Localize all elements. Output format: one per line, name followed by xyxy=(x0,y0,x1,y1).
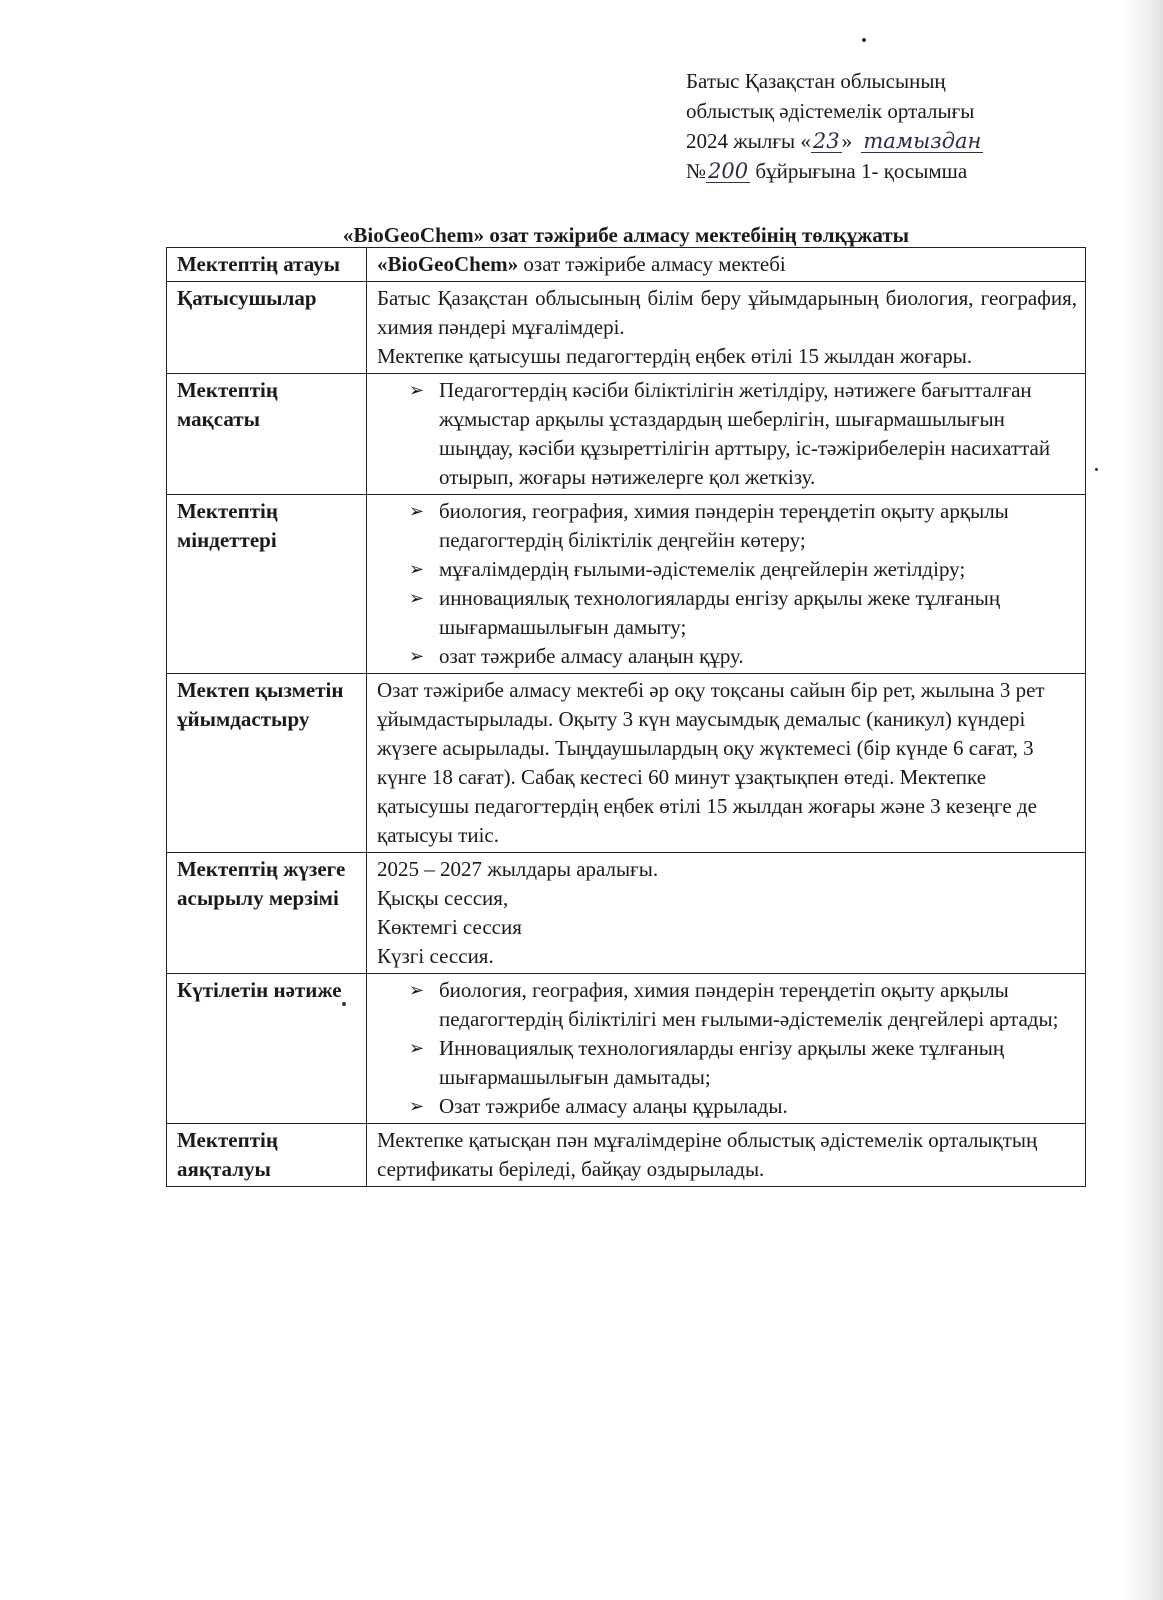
row-content xyxy=(367,495,1086,674)
list-item: ➢ инновациялық технологияларды енгізу арқылы жеке тұлғаның шығармашылығын дамыту; xyxy=(409,584,1077,642)
list-item: ➢ озат тәжрибе алмасу алаңын құру. xyxy=(409,642,1077,671)
document-title: «BioGeoChem» озат тәжірибе алмасу мектебінің төлқұжаты xyxy=(342,223,910,247)
participants-text: Батыс Қазақстан облысының білім беру ұйымдарының биология, география, химия пәндері мұғалімдері. xyxy=(377,286,1077,339)
school-name-bold: «BioGeoChem» xyxy=(377,252,519,276)
header-line-4 xyxy=(686,156,1086,186)
handwritten-order-number: 200 xyxy=(708,159,749,183)
tasks-list xyxy=(377,497,1077,671)
row-label: Қатысушылар xyxy=(167,282,367,374)
date-year-text: 2024 жылғы « xyxy=(686,129,811,153)
results-list xyxy=(377,976,1077,1121)
scan-speck xyxy=(862,38,866,42)
table-row-goal xyxy=(167,374,1086,495)
row-label: Мектептің аяқталуы xyxy=(167,1124,367,1187)
list-item: ➢ мұғалімдердің ғылыми-әдістемелік деңгейлерін жетілдіру; xyxy=(409,555,1077,584)
handwritten-month: тамыздан xyxy=(863,129,982,153)
row-content xyxy=(367,853,1086,974)
table-row-period xyxy=(167,853,1086,974)
row-content: Озат тәжірибе алмасу мектебі әр оқу тоқсаны сайын бір рет, жылына 3 рет ұйымдастырылады. Оқыту 3 күн маусымдық демалыс (каникул) күндері жүзеге асырылады. Тыңдаушылардың оқу жүктемесі (бір күнде 6 сағат, 3 күнге 18 сағат). Сабақ кестесі 60 минут ұзақтықпен өтеді. Мектепке қатысушы педагогтердің еңбек өтілі 15 жылдан жоғары және 3 кезеңге де қатысуы тиіс. xyxy=(367,674,1086,853)
header-line-3 xyxy=(686,126,1086,156)
period-line: Күзгі сессия. xyxy=(377,944,494,968)
table-row-participants xyxy=(167,282,1086,374)
scan-speck xyxy=(1095,468,1098,471)
row-content xyxy=(367,282,1086,374)
table-row-tasks xyxy=(167,495,1086,674)
handwritten-day: 23 xyxy=(812,129,840,153)
header-line-2: облыстық әдістемелік орталығы xyxy=(686,99,975,123)
row-label: Мектептің жүзеге асырылу мерзімі xyxy=(167,853,367,974)
row-label: Күтілетін нәтиже xyxy=(167,974,367,1124)
order-reference-block xyxy=(686,66,1086,186)
school-passport-table xyxy=(166,247,1086,1187)
list-item: ➢ Инновациялық технологияларды енгізу арқылы жеке тұлғаның шығармашылығын дамытады; xyxy=(409,1034,1077,1092)
list-item: ➢ биология, география, химия пәндерін тереңдетіп оқыту арқылы педагогтердің біліктілік деңгейін көтеру; xyxy=(409,497,1077,555)
list-item: ➢ биология, география, химия пәндерін тереңдетіп оқыту арқылы педагогтердің біліктілігі мен ғылыми-әдістемелік деңгейлері артады; xyxy=(409,976,1077,1034)
school-name-rest: озат тәжірибе алмасу мектебі xyxy=(518,252,786,276)
period-line: 2025 – 2027 жылдары аралығы. xyxy=(377,857,659,881)
row-label: Мектеп қызметін ұйымдастыру xyxy=(167,674,367,853)
number-sign: № xyxy=(686,159,707,183)
table-row-organization xyxy=(167,674,1086,853)
period-line: Қысқы сессия, xyxy=(377,886,509,910)
date-quote-close: » xyxy=(841,129,853,153)
row-label: Мектептің мақсаты xyxy=(167,374,367,495)
period-line: Көктемгі сессия xyxy=(377,915,522,939)
row-content xyxy=(367,248,1086,282)
row-label: Мектептің міндеттері xyxy=(167,495,367,674)
list-item: ➢ Педагогтердің кәсіби біліктілігін жетілдіру, нәтижеге бағытталған жұмыстар арқылы ұстаздардың шеберлігін, шығармашылығын шыңдау, кәсіби құзыреттілігін арттыру, іс-тәжірибелерін насихаттай отырып, жоғары нәтижелерге қол жеткізу. xyxy=(409,376,1077,492)
table-row-completion xyxy=(167,1124,1086,1187)
order-appendix-text: бұйрығына 1- қосымша xyxy=(750,159,968,183)
goal-list xyxy=(377,376,1077,492)
participants-experience-text: Мектепке қатысушы педагогтердің еңбек өтілі 15 жылдан жоғары. xyxy=(377,344,973,368)
row-content xyxy=(367,974,1086,1124)
row-label: Мектептің атауы xyxy=(167,248,367,282)
list-item: ➢ Озат тәжрибе алмасу алаңы құрылады. xyxy=(409,1092,1077,1121)
scan-shadow-edge xyxy=(1123,0,1163,1600)
row-content: Мектепке қатысқан пән мұғалімдеріне облыстық әдістемелік орталықтың сертификаты беріледі, байқау оздырылады. xyxy=(367,1124,1086,1187)
table-row-expected-result xyxy=(167,974,1086,1124)
table-row-name xyxy=(167,248,1086,282)
header-line-1: Батыс Қазақстан облысының xyxy=(686,69,946,93)
row-content xyxy=(367,374,1086,495)
